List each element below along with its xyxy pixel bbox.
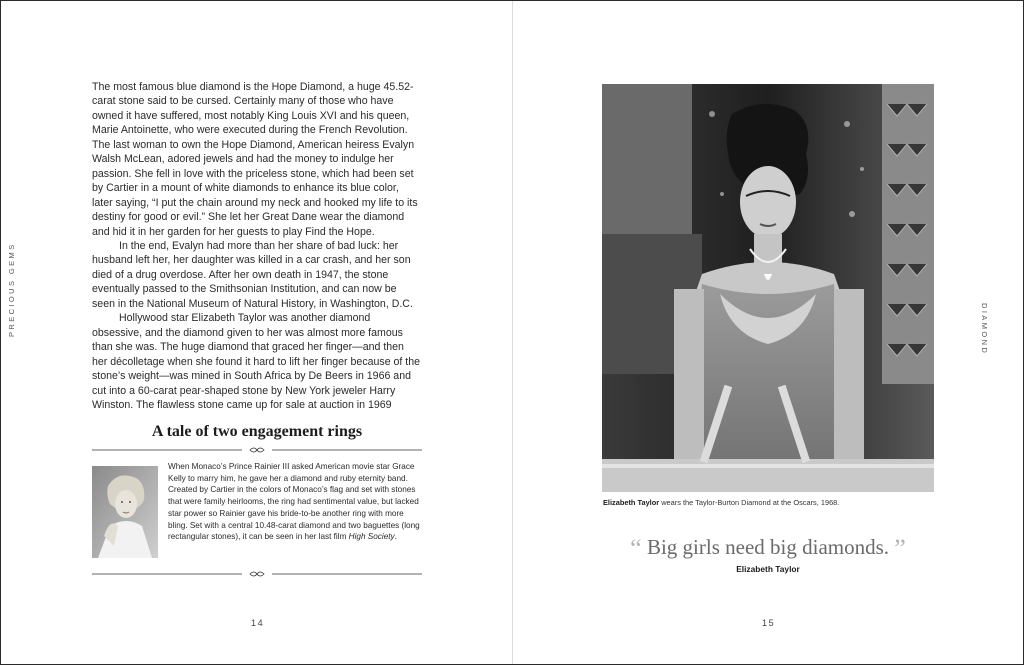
grace-kelly-photo bbox=[92, 466, 158, 558]
body-paragraph: The most famous blue diamond is the Hope Diamond, a huge 45.52-carat stone said to be cursed. Certainly many of those who have owned it have suffered, most notably King Louis XVI and his queen, Marie Antoinette, who were executed during the French Revolution. The last woman to own the Hope Diamond, American heiress Evalyn Walsh McLean, adored jewels and had the money to indulge her passion. She fell in love with the priceless stone, which had been set by Cartier in a mount of white diamonds to enhance its blue color, later saying, “I put the chain around my neck and hooked my life to its destiny for good or evil.” She let her Great Dane wear the diamond and hid it in her garden for her guests to play Find the Hope. bbox=[92, 81, 418, 238]
page-number-left: 14 bbox=[251, 618, 265, 628]
elizabeth-taylor-photo bbox=[602, 84, 934, 492]
film-title: High Society bbox=[348, 532, 395, 542]
ornament-rule-top bbox=[92, 445, 422, 455]
pull-quote-attribution: Elizabeth Taylor bbox=[736, 564, 800, 574]
running-head-left: PRECIOUS GEMS bbox=[7, 242, 16, 337]
page-number-right: 15 bbox=[762, 618, 776, 628]
pull-quote-text: Big girls need big diamonds. bbox=[646, 535, 890, 559]
body-paragraph: Hollywood star Elizabeth Taylor was another diamond obsessive, and the diamond given to her was almost more famous than she was. The huge diamond that graced her finger—and then her décolletage when she found it hard to lift her finger because of the stone’s weight—was mined in South Africa by De Beers in 1966 and cut into a 60-carat pear-shaped stone by New York jeweler Harry Winston. The flawless stone came up for sale at auction in 1969 bbox=[92, 312, 421, 411]
close-quote-mark: ” bbox=[894, 534, 906, 563]
running-head-right: DIAMOND bbox=[980, 303, 989, 356]
body-text bbox=[92, 80, 422, 412]
photo-caption bbox=[603, 498, 943, 508]
caption-text: wears the Taylor-Burton Diamond at the Oscars, 1968. bbox=[659, 498, 840, 507]
ornament-rule-bottom bbox=[92, 569, 422, 579]
open-quote-mark: “ bbox=[630, 534, 642, 563]
sidebar-text-main: When Monaco’s Prince Rainier III asked American movie star Grace Kelly to marry him, he gave her a diamond and ruby eternity band. Created by Cartier in the colors of Monaco’s flag and set with stones that were family heirlooms, the ring had sentimental value, but lacked star power so Rainier gave his bride-to-be another ring with more bling. Set with a central 10.48-carat diamond and two baguettes (long rectangular stones), it can be seen in her last film bbox=[168, 462, 420, 542]
sidebar-text-end: . bbox=[394, 532, 397, 542]
page-gutter bbox=[512, 1, 513, 664]
body-paragraph: In the end, Evalyn had more than her share of bad luck: her husband left her, her daughter was killed in a car crash, and her son died of a drug overdose. After her own death in 1947, the stone eventually passed to the Smithsonian Institution, and can now be seen in the National Museum of Natural History, in Washington, D.C. bbox=[92, 239, 413, 310]
pull-quote bbox=[602, 531, 934, 561]
sidebar-text bbox=[168, 461, 424, 543]
caption-name: Elizabeth Taylor bbox=[603, 498, 660, 507]
sidebar-title: A tale of two engagement rings bbox=[151, 423, 363, 440]
